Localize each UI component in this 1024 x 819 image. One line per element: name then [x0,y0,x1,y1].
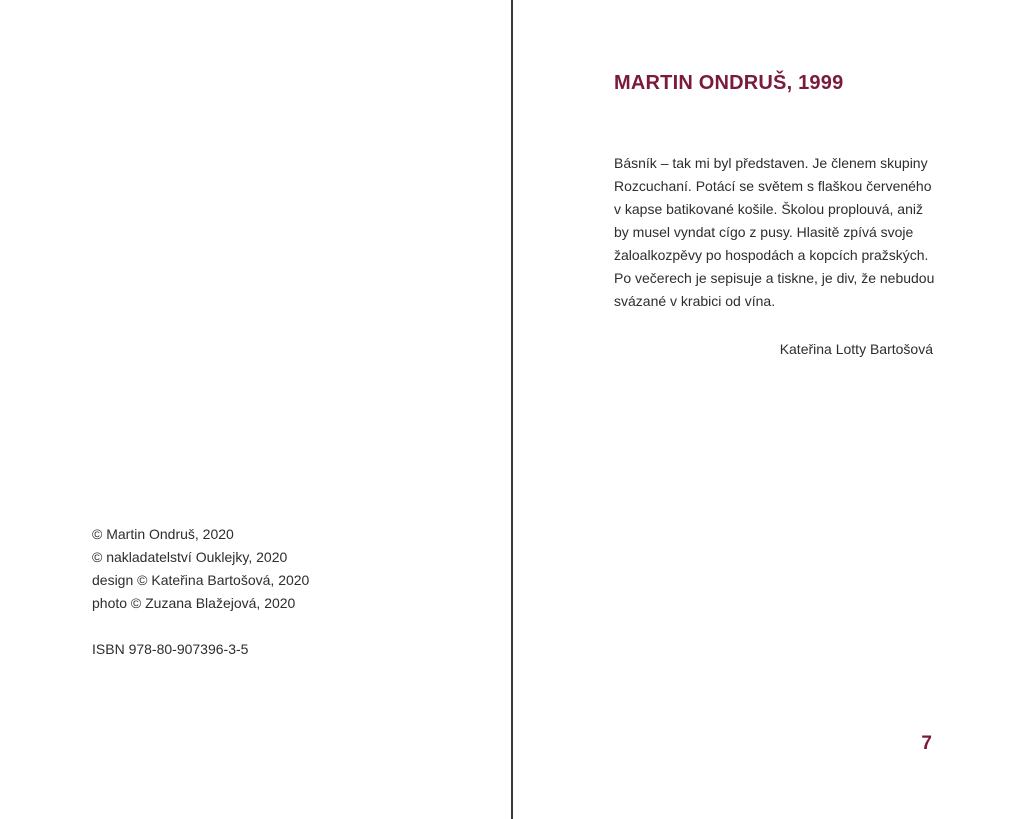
copyright-line-photo: photo © Zuzana Blažejová, 2020 [92,595,296,611]
body-line: svázané v krabici od vína. [614,293,776,309]
copyright-line-publisher: © nakladatelství Ouklejky, 2020 [92,549,288,565]
copyright-line-design: design © Kateřina Bartošová, 2020 [92,572,310,588]
left-page [0,0,511,819]
body-line: Básník – tak mi byl představen. Je členem skupiny [614,155,928,171]
author-signature: Kateřina Lotty Bartošová [779,341,933,357]
isbn: ISBN 978-80-907396-3-5 [92,641,249,657]
page-title: MARTIN ONDRUŠ, 1999 [614,72,844,94]
right-page [513,0,1024,819]
body-paragraph [614,152,934,313]
body-line: Po večerech je sepisuje a tiskne, je div, že nebudou [614,270,935,286]
body-line: žaloalkozpěvy po hospodách a kopcích pražských. [614,247,929,263]
copyright-imprint [92,523,309,615]
page-number: 7 [921,733,932,754]
body-line: by musel vyndat cígo z pusy. Hlasitě zpívá svoje [614,224,914,240]
body-line: Rozcuchaní. Potácí se světem s flaškou červeného [614,178,932,194]
copyright-line-author: © Martin Ondruš, 2020 [92,526,234,542]
body-line: v kapse batikované košile. Školou proplouvá, aniž [614,201,923,217]
